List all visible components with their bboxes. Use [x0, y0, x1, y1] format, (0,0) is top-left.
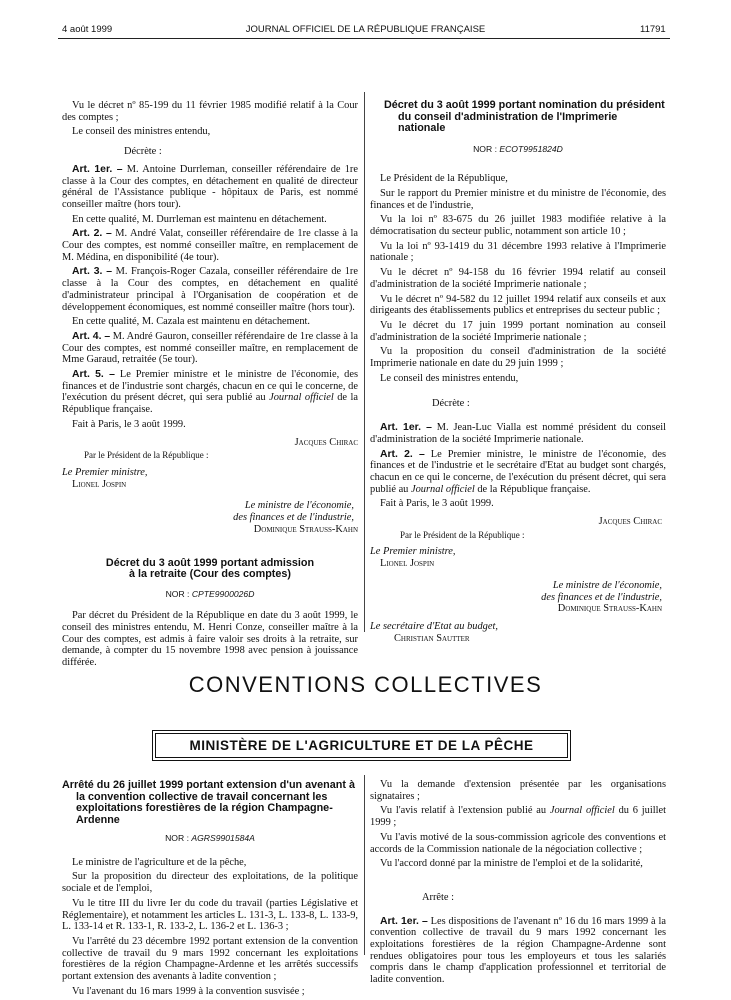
journal-officiel-italic: Journal officiel	[410, 483, 475, 495]
paragraph-text: Vu la loi nº 83-675 du 26 juillet 1983 modifiée relative à la démocratisation du secteur public, notamment son article 10 ;	[370, 214, 666, 238]
paragraph	[62, 936, 358, 983]
paragraph-text: En cette qualité, M. Durrleman est maintenu en détachement.	[72, 213, 327, 225]
secretary-title: Le secrétaire d'Etat au budget,	[370, 621, 498, 632]
ministry-heading: MINISTÈRE DE L'AGRICULTURE ET DE LA PÊCHE	[155, 733, 568, 758]
decrete-label: Décrète :	[432, 398, 470, 410]
article-paragraph	[370, 916, 666, 986]
president-name: Jacques Chirac	[598, 516, 662, 528]
paragraph-text: M. Antoine Durrleman, conseiller référendaire de 1re classe à la Cour des comptes, en détachement en qualité de directeur général de l'Assistance publique - hôpitaux de Paris, est nommé conseiller maître (hors tour).	[62, 163, 358, 210]
intro-paragraphs	[62, 100, 358, 138]
articles	[370, 422, 666, 510]
paragraph	[370, 188, 666, 211]
article-number: Art. 1er. –	[380, 915, 428, 927]
paragraph	[370, 294, 666, 317]
articles	[62, 164, 358, 431]
paragraph	[62, 100, 358, 123]
paragraph-text: Fait à Paris, le 3 août 1999.	[380, 498, 494, 510]
decree-title: Décret du 3 août 1999 portant nomination du président du conseil d'administration de l'Imprimerie nationale	[384, 99, 665, 134]
paragraph-text: Vu la proposition du conseil d'administration de la société Imprimerie nationale en date du 29 juin 1999 ;	[370, 346, 666, 370]
minister-title-line2: des finances et de l'industrie,	[233, 512, 354, 524]
paragraph	[370, 173, 666, 185]
article-number: Art. 1er. –	[72, 163, 123, 175]
paragraph	[370, 214, 666, 237]
paragraph-text: Vu le décret nº 94-158 du 16 février 1994 relatif au conseil d'administration de la société Imprimerie nationale ;	[370, 267, 666, 290]
article-paragraph	[370, 422, 666, 445]
paragraph	[62, 857, 358, 869]
paragraph	[370, 832, 666, 855]
arrete-title: Arrêté du 26 juillet 1999 portant extension d'un avenant à la convention collective de travail concernant les exploitations forestières de la région Champagne-Ardenne	[62, 779, 355, 826]
paragraph	[62, 871, 358, 894]
paragraph-text: En cette qualité, M. Cazala est maintenu en détachement.	[72, 316, 311, 328]
paragraph-text: Le ministre de l'agriculture et de la pêche,	[72, 856, 247, 868]
article-paragraph	[62, 266, 358, 313]
paragraph-text: Vu le décret nº 94-582 du 12 juillet 1994 relatif aux conseils et aux dirigeants des établissements publics et entreprises du secteur public ;	[370, 293, 666, 317]
paragraph-text: du 6 juillet 1999 ;	[370, 805, 666, 829]
nor-code: AGRS9901584A	[191, 833, 255, 843]
arrete-label: Arrête :	[422, 891, 455, 903]
header-page-number: 11791	[640, 24, 666, 35]
minister-title-line1: Le ministre de l'économie,	[552, 579, 662, 591]
arrete-visas-right	[370, 779, 666, 870]
header-date: 4 août 1999	[62, 24, 113, 35]
paragraph	[62, 898, 358, 933]
paragraph-text: Fait à Paris, le 3 août 1999.	[72, 418, 186, 430]
decrete-label: Décrète :	[124, 146, 162, 158]
minister-name: Dominique Strauss-Kahn	[253, 523, 358, 535]
paragraph-text: de la République française.	[62, 392, 358, 416]
nor-label: NOR :	[165, 833, 189, 843]
article-paragraph	[62, 369, 358, 416]
paragraph-text: Le Premier ministre, le ministre de l'économie, des finances et de l'industrie et le secrétaire d'Etat au budget sont chargés, chacun en ce qui le concerne, de l'exécution du présent décret, qui sera publié au	[370, 448, 666, 495]
paragraph-text: M. André Gauron, conseiller référendaire de 1re classe à la Cour des comptes, est nommé conseiller maître, en remplacement de Mme Garaud, retraitée (5e tour).	[62, 330, 358, 366]
paragraph-text: de la République française.	[474, 483, 591, 495]
nor-code: CPTE9900026D	[191, 588, 255, 599]
decree-nor	[370, 144, 666, 156]
article-number: Art. 1er. –	[380, 422, 432, 434]
paragraph-text: Vu la loi nº 93-1419 du 31 décembre 1993 relative à l'Imprimerie nationale ;	[370, 240, 666, 264]
paragraph	[62, 214, 358, 226]
section-title: CONVENTIONS COLLECTIVES	[188, 672, 543, 697]
arrete-left-column	[62, 780, 358, 1000]
paragraph-text: Vu l'avis motivé de la sous-commission agricole des conventions et accords de la Commission nationale de la négociation collective ;	[370, 831, 666, 855]
nor-label: NOR :	[165, 588, 190, 599]
right-column	[370, 100, 666, 644]
left-column	[62, 100, 358, 672]
minister-title-line2: des finances et de l'industrie,	[541, 591, 662, 603]
column-divider	[364, 92, 365, 632]
paragraph-text: Les dispositions de l'avenant nº 16 du 16 mars 1999 à la convention collective de travail du 9 mars 1992 concernant les exploitations forestières de la région Champagne-Ardenne sont rendues obligatoires pour tous les employeurs et tous les salariés compris dans le champ d'application professionnel et territorial de ladite convention.	[370, 915, 666, 986]
paragraph-text: Vu la demande d'extension présentée par les organisations signataires ;	[370, 779, 666, 802]
paragraph	[62, 419, 358, 431]
minister-name: Dominique Strauss-Kahn	[557, 603, 662, 615]
paragraph	[370, 498, 666, 510]
secretary-name: Christian Sautter	[394, 632, 470, 644]
paragraph	[370, 858, 666, 870]
article-paragraph	[62, 228, 358, 263]
par-le-president: Par le Président de la République :	[84, 450, 209, 461]
decree2-title	[62, 558, 358, 581]
paragraph-text: Le conseil des ministres entendu,	[380, 372, 519, 384]
paragraph-text: Le Premier ministre et le ministre de l'économie, des finances et de l'industrie sont chargés, chacun en ce qui le concerne, de l'exécution du présent décret, qui sera publié au	[62, 369, 358, 404]
journal-officiel-italic: Journal officiel	[549, 805, 615, 817]
paragraph	[370, 346, 666, 369]
paragraph-text: Vu l'avis relatif à l'extension publié au	[380, 805, 550, 817]
paragraph	[62, 126, 358, 138]
signatures	[62, 437, 358, 536]
paragraph-text: Vu le titre III du livre Ier du code du travail (parties Législative et Réglementaire), et notamment les articles L. 131-3, L. 133-8, L. 133-9, L. 133-14 et R. 133-1, R. 133-2, L. 136-2 et L. 136-3 ;	[62, 897, 358, 933]
intro-paragraphs	[370, 173, 666, 384]
arrete-right-column	[370, 779, 666, 989]
minister-title	[62, 500, 358, 523]
decree2-text: Par décret du Président de la République en date du 3 août 1999, le conseil des ministres entendu, M. Henri Conze, conseiller maître à la Cour des comptes, est admis à faire valoir ses droits à la retraite, sur demande, à compter du 15 novembre 1998 avec pension à jouissance différée.	[62, 610, 358, 669]
article-paragraph	[370, 449, 666, 496]
paragraph	[370, 779, 666, 802]
paragraph-text: Vu le décret du 17 juin 1999 portant nomination au conseil d'administration de la société Imprimerie nationale ;	[370, 319, 666, 343]
pm-name: Lionel Jospin	[72, 478, 127, 490]
paragraph	[370, 805, 666, 828]
article-number: Art. 2. –	[380, 448, 425, 460]
header-rule	[58, 38, 670, 39]
pm-name: Lionel Jospin	[380, 558, 435, 570]
paragraph	[370, 241, 666, 264]
paragraph	[370, 267, 666, 290]
paragraph-text: Vu le décret nº 85-199 du 11 février 1985 modifié relatif à la Cour des comptes ;	[62, 100, 358, 123]
paragraph	[62, 986, 358, 998]
article-paragraph	[62, 164, 358, 211]
paragraph	[370, 373, 666, 385]
paragraph-text: Sur la proposition du directeur des exploitations, de la politique sociale et de l'emploi,	[62, 871, 358, 895]
article-paragraph	[62, 331, 358, 366]
signatures	[370, 516, 666, 644]
paragraph-text: Vu l'avenant du 16 mars 1999 à la convention susvisée ;	[72, 985, 305, 997]
decree2-title-line1: Décret du 3 août 1999 portant admission	[105, 556, 315, 569]
paragraph-text: M. André Valat, conseiller référendaire de 1re classe à la Cour des comptes, est nommé conseiller maître, en remplacement de M. Médina, en disponibilité (4e tour).	[62, 228, 358, 263]
nor-code: ECOT9951824D	[499, 143, 563, 154]
column-divider	[364, 775, 365, 955]
article-number: Art. 3. –	[72, 266, 113, 278]
journal-officiel-italic: Journal officiel	[269, 392, 334, 404]
nor-label: NOR :	[473, 143, 497, 154]
decree2-nor	[62, 589, 358, 601]
paragraph	[62, 316, 358, 328]
decree2-title-line2: à la retraite (Cour des comptes)	[128, 568, 291, 580]
article-number: Art. 4. –	[72, 330, 111, 342]
paragraph-text: M. François-Roger Cazala, conseiller référendaire de 1re classe à la Cour des comptes, en détachement en qualité d'administrateur principal à l'Organisation de coopération et de développement économiques, est nommé conseiller maître (hors tour).	[62, 266, 358, 313]
pm-title: Le Premier ministre,	[62, 466, 148, 478]
arrete-visas-left	[62, 857, 358, 998]
par-le-president: Par le Président de la République :	[400, 529, 525, 540]
pm-title: Le Premier ministre,	[370, 546, 456, 558]
president-name: Jacques Chirac	[294, 436, 358, 448]
header-title: JOURNAL OFFICIEL DE LA RÉPUBLIQUE FRANÇAISE	[245, 24, 486, 35]
arrete-articles	[370, 916, 666, 986]
paragraph-text: Sur le rapport du Premier ministre et du ministre de l'économie, des finances et de l'industrie,	[370, 187, 666, 211]
paragraph-text: Le Président de la République,	[380, 173, 508, 185]
article-number: Art. 2. –	[72, 228, 112, 240]
paragraph-text: Le conseil des ministres entendu,	[72, 126, 211, 138]
paragraph-text: Vu l'arrêté du 23 décembre 1992 portant extension de la convention collective de travail du 9 mars 1992 concernant les exploitations forestières de la région Champagne-Ardenne et les arrêtés successifs portant extension des avenants à ladite convention ;	[62, 935, 358, 983]
minister-title-line1: Le ministre de l'économie,	[244, 500, 354, 512]
paragraph-text: M. Jean-Luc Vialla est nommé président du conseil d'administration de la société Imprimerie nationale.	[370, 422, 666, 445]
arrete-nor	[62, 833, 358, 845]
article-number: Art. 5. –	[72, 369, 115, 381]
minister-title	[370, 580, 666, 603]
paragraph	[370, 320, 666, 343]
paragraph-text: Vu l'accord donné par la ministre de l'emploi et de la solidarité,	[380, 858, 643, 870]
